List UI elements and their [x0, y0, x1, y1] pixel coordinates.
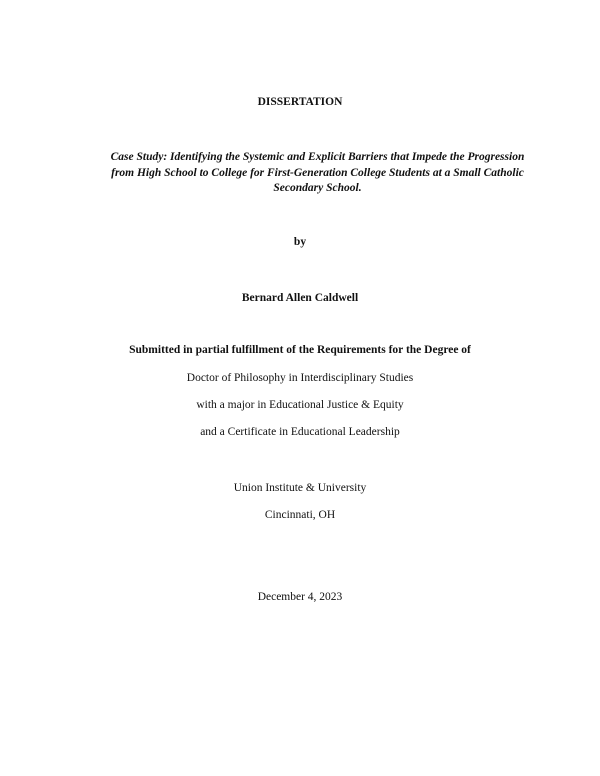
document-heading: DISSERTATION — [257, 96, 343, 108]
submission-statement: Submitted in partial fulfillment of the Requirements for the Degree of — [129, 344, 471, 356]
institution-name: Union Institute & University — [233, 482, 367, 494]
institution-location: Cincinnati, OH — [264, 509, 336, 521]
author-name: Bernard Allen Caldwell — [241, 292, 359, 304]
major-line: with a major in Educational Justice & Equity — [196, 399, 404, 411]
certificate-line: and a Certificate in Educational Leadership — [200, 426, 400, 438]
submission-date: December 4, 2023 — [257, 591, 343, 603]
degree-line: Doctor of Philosophy in Interdisciplinary Studies — [186, 372, 414, 384]
by-line: by — [293, 236, 307, 248]
dissertation-title: Case Study: Identifying the Systemic and Explicit Barriers that Impede the Progression from High School to College for First-Generation College Students at a Small Catholic Secondary School. — [110, 151, 525, 194]
